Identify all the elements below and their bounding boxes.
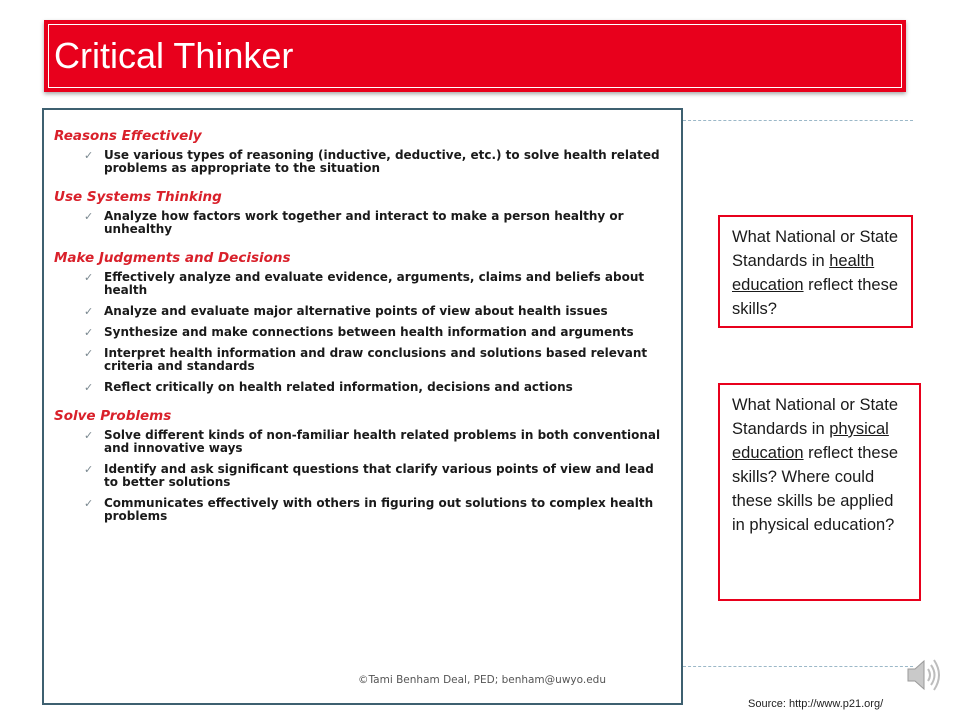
skill-section [54, 189, 667, 236]
check-icon: ✓ [84, 149, 94, 162]
speaker-icon[interactable] [904, 652, 944, 698]
skill-bullet [54, 305, 667, 318]
slide-title: Critical Thinker [54, 35, 294, 76]
skill-bullet [54, 326, 667, 339]
section-heading: Solve Problems [54, 408, 172, 424]
skill-bullet [54, 271, 667, 297]
bullet-text: Analyze how factors work together and interact to make a person healthy or unhealthy [104, 209, 624, 236]
skill-section [54, 250, 667, 394]
callout-pe-underlined: physical education [732, 420, 889, 462]
skill-bullet [54, 429, 667, 455]
bullet-text: Effectively analyze and evaluate evidence, arguments, claims and beliefs about health [104, 270, 645, 297]
check-icon: ✓ [84, 210, 94, 223]
section-heading: Reasons Effectively [54, 128, 202, 144]
check-icon: ✓ [84, 429, 94, 442]
title-bar [44, 20, 906, 92]
skill-bullet [54, 463, 667, 489]
bullet-text: Analyze and evaluate major alternative points of view about health issues [104, 304, 608, 318]
skill-section [54, 408, 667, 523]
callout-health-text-before: What National or State Standards in [732, 228, 898, 270]
callout-health-underlined: health education [732, 252, 875, 294]
bullet-text: Solve different kinds of non-familiar health related problems in both conventional and innovative ways [104, 428, 661, 455]
footer-credit: ©Tami Benham Deal, PED; benham@uwyo.edu [358, 674, 606, 686]
source-credit: Source: http://www.p21.org/ [748, 698, 884, 710]
physical-education-callout [718, 383, 921, 601]
check-icon: ✓ [84, 271, 94, 284]
skill-bullet [54, 347, 667, 373]
bullet-text: Communicates effectively with others in figuring out solutions to complex health problems [104, 496, 654, 523]
section-heading: Use Systems Thinking [54, 189, 222, 205]
callout-health-text-after: reflect these skills? [732, 276, 899, 318]
dashed-divider-bottom [683, 666, 913, 667]
check-icon: ✓ [84, 347, 94, 360]
check-icon: ✓ [84, 497, 94, 510]
callout-pe-text-after: reflect these skills? Where could these skills be applied in physical education? [732, 444, 899, 534]
bullet-text: Use various types of reasoning (inductive, deductive, etc.) to solve health related problems as appropriate to the situation [104, 148, 660, 175]
bullet-text: Interpret health information and draw conclusions and solutions based relevant criteria and standards [104, 346, 648, 373]
skills-content-box [42, 108, 683, 705]
skill-bullet [54, 149, 667, 175]
skill-bullet [54, 497, 667, 523]
skill-bullet [54, 381, 667, 394]
bullet-text: Reflect critically on health related information, decisions and actions [104, 380, 573, 394]
check-icon: ✓ [84, 305, 94, 318]
bullet-text: Identify and ask significant questions that clarify various points of view and lead to better solutions [104, 462, 654, 489]
section-heading: Make Judgments and Decisions [54, 250, 291, 266]
health-education-callout [718, 215, 913, 328]
speaker-icon-graphic [904, 652, 944, 698]
skills-sections [54, 128, 667, 537]
bullet-text: Synthesize and make connections between health information and arguments [104, 325, 634, 339]
dashed-divider-top [683, 120, 913, 121]
skill-bullet [54, 210, 667, 236]
skill-section [54, 128, 667, 175]
check-icon: ✓ [84, 463, 94, 476]
callout-pe-text-before: What National or State Standards in [732, 396, 898, 438]
check-icon: ✓ [84, 381, 94, 394]
check-icon: ✓ [84, 326, 94, 339]
